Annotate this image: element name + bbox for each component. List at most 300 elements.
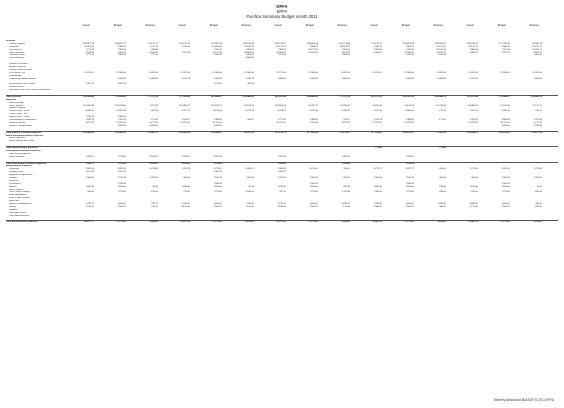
table-cell: 15,351.00 <box>532 71 542 74</box>
table-cell: 31,274.27 <box>436 45 446 48</box>
table-cell: -55.14 <box>247 185 254 188</box>
table-cell: 7,330.00 <box>309 182 318 185</box>
table-cell: 2,574.19 <box>181 77 190 80</box>
table-cell: 2,000.00 <box>501 205 510 208</box>
table-cell: -12,500.00 <box>243 71 254 74</box>
table-cell: 98,564.67 <box>340 45 350 48</box>
table-cell: 3,000.00 <box>117 124 126 127</box>
row-label: Get Revenue <box>9 48 22 51</box>
table-cell: 657.11 <box>279 191 286 194</box>
table-cell: -24,952.40 <box>339 104 350 107</box>
table-cell: -290.00 <box>534 205 542 208</box>
table-cell: 1,000.00 <box>85 176 94 179</box>
table-cell: 7,380.00 <box>277 48 286 51</box>
table-cell: 22,380.00 <box>404 71 414 74</box>
table-cell: 1,500.00 <box>405 185 414 188</box>
total-cell: 313,908.00 <box>115 131 126 134</box>
table-cell: 900.00 <box>183 176 190 179</box>
table-cell: -3,213.00 <box>308 168 318 171</box>
row-label: Insurance <box>9 179 19 182</box>
total-cell: 239,640.15 <box>531 95 542 98</box>
table-cell: 3,000.00 <box>213 124 222 127</box>
total-cell: 739,949.07 <box>499 95 510 98</box>
section-title-label: Administrative Expenses <box>6 165 33 168</box>
total-cell: 171,390.86 <box>179 95 190 98</box>
total-cell: -27,247.77 <box>147 131 158 134</box>
row-label: Income Investment <box>9 63 28 66</box>
table-cell: 2,307.87 <box>277 171 286 174</box>
table-cell: -6,967.00 <box>340 71 350 74</box>
column-header: Variance <box>336 24 348 27</box>
table-cell: -2,268.00 <box>436 77 446 80</box>
table-cell: 2,000.00 <box>213 205 222 208</box>
total-cell: 387,130.73 <box>275 131 286 134</box>
table-cell: 7,020.00 <box>373 48 382 51</box>
table-cell: -170.00 <box>342 205 350 208</box>
section-title-label: Total National Board Expenses <box>6 147 39 150</box>
column-header: Budget <box>497 24 507 27</box>
table-cell: 13,270.71 <box>532 45 542 48</box>
table-cell: 3,100.00 <box>181 205 190 208</box>
table-cell: 1,590.36 <box>85 185 94 188</box>
table-cell: 52,150.00 <box>436 48 446 51</box>
table-cell: 7,545.07 <box>181 119 190 122</box>
table-cell: 1,444.86 <box>181 185 190 188</box>
table-cell: 138,608.38 <box>307 42 318 45</box>
row-label: Corporate Grant <box>9 54 25 57</box>
table-cell: 13,270.71 <box>532 48 542 51</box>
table-cell: -277.00 <box>150 119 158 122</box>
table-cell: 1,500.00 <box>117 185 126 188</box>
table-cell: 3,000.00 <box>245 57 254 60</box>
column-header: Variance <box>528 24 540 27</box>
table-cell: 131,302.55 <box>211 42 222 45</box>
table-cell: -773.16 <box>438 110 446 113</box>
section-title-label: Revenue <box>6 40 16 42</box>
table-cell: 7,357.06 <box>501 48 510 51</box>
table-cell: 1,790.36 <box>277 185 286 188</box>
total-cell: -25,677.10 <box>531 131 542 134</box>
table-cell: 1,000.00 <box>117 51 126 54</box>
table-cell: 490.07 <box>247 119 254 122</box>
total-cell: -15,272.87 <box>339 131 350 134</box>
table-cell: 1,340.00 <box>373 191 382 194</box>
table-cell: 3,992.00 <box>117 168 126 171</box>
table-cell: 27,017.71 <box>532 104 542 107</box>
table-cell: 7,733.00 <box>117 155 126 158</box>
table-cell: 7,330.00 <box>213 182 222 185</box>
table-cell: 12,321.00 <box>468 121 478 124</box>
table-cell: 440.00 <box>439 205 446 208</box>
row-label: Unsold Income <box>9 86 24 89</box>
table-cell: 900.00 <box>87 191 94 194</box>
table-cell: -6,777.00 <box>148 121 158 124</box>
table-cell: 2,000.00 <box>309 205 318 208</box>
table-cell: 22,120.70 <box>468 45 478 48</box>
table-cell: 1,440.00 <box>117 116 126 119</box>
total-cell: 23,071.00 <box>180 221 190 224</box>
column-header: Actual <box>82 24 90 27</box>
table-cell: 7,780.75 <box>85 83 94 86</box>
table-cell: 66,960.03 <box>532 42 542 45</box>
report-footer: Monthly Actual and BUDGETS 2011 KPFA <box>494 398 554 402</box>
table-cell: 7,030.00 <box>373 202 382 205</box>
table-cell: 7,200.00 <box>277 155 286 158</box>
table-cell: -300.00 <box>438 168 446 171</box>
table-cell: 1,741.00 <box>213 83 222 86</box>
table-cell: 7,330.00 <box>501 182 510 185</box>
table-cell: 2,201.00 <box>469 77 478 80</box>
table-cell: -110.00 <box>534 202 542 205</box>
total-cell: 27,779.00 <box>212 221 222 224</box>
table-cell: 3,770.77 <box>373 168 382 171</box>
table-cell: 1,500.00 <box>309 185 318 188</box>
table-cell: 7,706.78 <box>181 51 190 54</box>
row-label: Rental Equipment <box>9 194 27 197</box>
table-cell: 531,271.15 <box>179 42 190 45</box>
total-cell: 583,391.93 <box>403 95 414 98</box>
table-cell: 3,477.72 <box>181 110 190 113</box>
table-cell: -3,794.08 <box>148 168 158 171</box>
table-cell: -278,323 <box>149 104 158 107</box>
total-cell: 27,779.00 <box>308 221 318 224</box>
table-cell: 3,000.00 <box>501 176 510 179</box>
table-cell: -6,967.00 <box>148 71 158 74</box>
table-cell: 7,230.00 <box>405 155 414 158</box>
table-cell: 2,000.00 <box>373 51 382 54</box>
row-label: Payroll Taxes - SUI <box>9 113 28 116</box>
table-cell: 3,769.45 <box>181 45 190 48</box>
table-cell: 5,798.77 <box>85 202 94 205</box>
table-cell: 400.00 <box>439 176 446 179</box>
table-cell: -12,661.00 <box>211 45 222 48</box>
table-cell: 2,440.00 <box>373 205 382 208</box>
table-cell: 7,220.00 <box>277 54 286 57</box>
total-cell: 279,964.07 <box>211 131 222 134</box>
table-cell: 16,000.00 <box>276 51 286 54</box>
table-cell: 2,333.00 <box>533 124 542 127</box>
table-cell: 1,510.40 <box>469 185 478 188</box>
table-cell: -435.00 <box>438 191 446 194</box>
row-label: Property Taxes <box>9 171 24 174</box>
table-cell: 1,730.00 <box>85 116 94 119</box>
table-cell: 7,000.00 <box>245 54 254 57</box>
table-cell: 7,962.50 <box>85 168 94 171</box>
total-cell: 32,007.00 <box>372 221 382 224</box>
table-cell: 19,000.00 <box>404 51 414 54</box>
column-headers <box>0 24 564 36</box>
total-cell: 670,797.03 <box>371 95 382 98</box>
table-cell: 7,245.78 <box>373 119 382 122</box>
table-cell: 1,750.00 <box>213 48 222 51</box>
table-cell: 408,857.22 <box>115 42 126 45</box>
column-header: Variance <box>432 24 444 27</box>
total-cell: 305,612.17 <box>403 131 414 134</box>
table-cell: 7,330.00 <box>405 182 414 185</box>
row-label: Health Insurance <box>9 121 26 124</box>
table-cell: 7,217.50 <box>469 168 478 171</box>
row-label: Consultants <box>9 182 21 185</box>
table-cell: 0,237.36 <box>149 45 158 48</box>
table-cell: -177.00 <box>438 119 446 122</box>
table-cell: 1,500.00 <box>213 185 222 188</box>
table-cell: -5,000.00 <box>148 51 158 54</box>
table-cell: 2,000.00 <box>117 205 126 208</box>
table-cell: 12,321.00 <box>404 121 414 124</box>
table-cell: 12,221.00 <box>180 121 190 124</box>
table-cell: 21,380.00 <box>308 71 318 74</box>
table-cell: 7,389.00 <box>309 119 318 122</box>
table-cell: -3,374.07 <box>148 155 158 158</box>
table-cell: 3,000.00 <box>501 124 510 127</box>
table-cell: 33,711.00 <box>500 121 510 124</box>
table-cell: 11,700.00 <box>116 121 126 124</box>
table-cell: 22,197.05 <box>212 51 222 54</box>
total-cell: -274,486.62 <box>242 95 254 98</box>
table-cell: 5,000.00 <box>405 202 414 205</box>
row-label: Repairs & Maintenance <box>9 202 32 205</box>
table-cell: 2,268.00 <box>405 77 414 80</box>
report-title-2: KPFA <box>276 9 288 14</box>
column-header: Actual <box>274 24 282 27</box>
table-cell: -8,967.00 <box>436 71 446 74</box>
table-cell: 2,030.00 <box>437 202 446 205</box>
table-cell: 226.07 <box>343 119 350 122</box>
total-cell: -2,008.85 <box>148 221 158 224</box>
table-cell: -2,268.00 <box>148 77 158 80</box>
table-cell: -240.00 <box>246 202 254 205</box>
table-cell: 22,721.00 <box>276 71 286 74</box>
total-cell: 790,004.98 <box>83 95 94 98</box>
row-label: Miscellaneous Rev Income <box>9 83 36 86</box>
section-title-label: Expenses <box>6 98 17 101</box>
table-cell: 279,833.73 <box>211 104 222 107</box>
column-header: Actual <box>370 24 378 27</box>
table-cell: 3,500.00 <box>85 51 94 54</box>
table-cell: -1,117.89 <box>340 191 350 194</box>
table-cell: 7,828.78 <box>85 119 94 122</box>
table-cell: 7,720.99 <box>533 168 542 171</box>
total-cell: 7,733.00 <box>117 162 126 165</box>
table-cell: 37,070.00 <box>500 104 510 107</box>
table-cell: 7,368.00 <box>277 168 286 171</box>
total-cell: -71,587.41 <box>435 131 446 134</box>
table-cell: 4,890.00 <box>469 202 478 205</box>
table-cell: -2,750.92 <box>340 110 350 113</box>
total-cell: -2,058.00 <box>340 221 350 224</box>
table-cell: 1,775.00 <box>213 191 222 194</box>
table-cell: 290.36 <box>343 185 350 188</box>
row-label: Internet <box>9 185 17 188</box>
table-cell: 33,211.00 <box>276 121 286 124</box>
table-cell: 22,380.00 <box>500 71 510 74</box>
table-cell: 4,807.00 <box>533 51 542 54</box>
table-cell: 1,500.00 <box>213 176 222 179</box>
column-header: Budget <box>113 24 123 27</box>
total-cell: 7,200.00 <box>277 162 286 165</box>
table-cell: 2,230.00 <box>181 155 190 158</box>
table-cell: 278,233.00 <box>115 104 126 107</box>
total-cell: 27,779.00 <box>404 221 414 224</box>
table-cell: 7,000.00 <box>213 54 222 57</box>
table-cell: -1,290.00 <box>340 202 350 205</box>
table-cell: 5,777.33 <box>533 121 542 124</box>
table-cell: 277,330.93 <box>499 42 510 45</box>
total-cell: 961,464.67 <box>211 95 222 98</box>
table-cell: 13,526.20 <box>244 45 254 48</box>
table-cell: 7,777.00 <box>85 54 94 57</box>
table-cell: 7,387.00 <box>117 119 126 122</box>
row-label: Payroll Taxes - FICA <box>9 110 29 113</box>
table-cell: 2,740.00 <box>405 48 414 51</box>
table-cell: -875.00 <box>150 191 158 194</box>
row-label: Payroll Taxes - Other <box>9 116 30 119</box>
table-cell: 1,030.73 <box>245 77 254 80</box>
row-label: Equipment/Depreciation <box>9 174 33 177</box>
table-cell: 777.00 <box>151 54 158 57</box>
table-cell: 9,877.92 <box>85 121 94 124</box>
table-cell: 278,099.73 <box>275 104 286 107</box>
total-cell: 27,779.00 <box>500 221 510 224</box>
table-cell: -31,236.08 <box>435 104 446 107</box>
table-cell: 1,775.00 <box>405 191 414 194</box>
table-cell: 7,880.00 <box>469 48 478 51</box>
total-cell: 25,721.00 <box>276 221 286 224</box>
table-cell: 171,139.77 <box>371 42 382 45</box>
table-cell: 280.00 <box>343 168 350 171</box>
total-cell: 7,230.00 <box>405 162 414 165</box>
table-cell: -2,373.49 <box>244 110 254 113</box>
row-label: Board Meeting and Travel <box>9 140 35 143</box>
table-cell: 4,760.00 <box>181 202 190 205</box>
table-cell: 8,940.34 <box>85 110 94 113</box>
table-cell: 389,497.78 <box>83 42 94 45</box>
row-label: Bank Fees <box>9 200 20 203</box>
table-cell: 333,069.37 <box>435 42 446 45</box>
row-label: Personnel Search <box>9 211 27 214</box>
row-label: CPB Grant/CSG <box>9 71 25 74</box>
table-cell: 7,880.00 <box>501 45 510 48</box>
total-cell: -24,787.05 <box>243 131 254 134</box>
total-cell: 23,981.00 <box>468 221 478 224</box>
table-cell: 7,880.00 <box>469 51 478 54</box>
table-cell: 1,060.00 <box>341 77 350 80</box>
row-label: Local Travel, Mileage <box>9 191 30 194</box>
table-cell: 7,389.00 <box>213 119 222 122</box>
table-cell: 80,717.00 <box>308 48 318 51</box>
total-cell: 3,700.00 <box>213 162 222 165</box>
table-cell: 15,351.00 <box>84 71 94 74</box>
table-cell: 9,390.00 <box>501 110 510 113</box>
section-title-label: Total Revenue <box>6 95 21 98</box>
row-label: Listener Services/Other <box>9 68 32 71</box>
table-cell: -2,069.22 <box>244 168 254 171</box>
table-cell: 1,680.00 <box>373 185 382 188</box>
table-cell: 12,111.00 <box>212 121 222 124</box>
table-cell: 1,100.00 <box>245 205 254 208</box>
total-cell: 143,004.00 <box>467 131 478 134</box>
table-cell: 7,420.00 <box>373 45 382 48</box>
total-cell: 362,965.80 <box>83 131 94 134</box>
table-cell: 80,986.50 <box>468 104 478 107</box>
table-cell: 870.00 <box>471 191 478 194</box>
table-cell: 2,577.00 <box>85 171 94 174</box>
row-label: Board Members <box>9 155 25 158</box>
row-label: Event Revenue <box>9 51 24 54</box>
column-header: Actual <box>466 24 474 27</box>
section-title <box>6 220 558 224</box>
table-cell: 3,779.02 <box>213 168 222 171</box>
row-label: Underwriting <box>9 74 22 77</box>
table-cell: 3,507.00 <box>117 171 126 174</box>
row-label: Dues & Subscriptions <box>9 197 30 200</box>
table-cell: 1,775.00 <box>309 191 318 194</box>
section-title-label: Local Board & Member Expenses <box>6 149 41 152</box>
table-cell: 1,900.00 <box>373 176 382 179</box>
table-cell: 7,000.00 <box>405 54 414 57</box>
row-label: Board Expenses <box>9 137 26 140</box>
table-cell: 7,880.00 <box>309 45 318 48</box>
table-cell: 9,577.00 <box>373 110 382 113</box>
table-cell: 7,282.00 <box>469 119 478 122</box>
table-cell: 333,609.99 <box>403 42 414 45</box>
table-cell: 1,250.00 <box>533 176 542 179</box>
table-cell: 5,000.00 <box>309 202 318 205</box>
row-label: Gross Salaries <box>9 104 24 107</box>
table-cell: 270.00 <box>151 205 158 208</box>
table-cell: 7,380.00 <box>117 48 126 51</box>
table-cell: 1,710.00 <box>469 205 478 208</box>
column-header: Actual <box>178 24 186 27</box>
total-cell: -3,374.07 <box>148 162 158 165</box>
table-cell: 8,237.60 <box>309 110 318 113</box>
table-cell: 7,000.00 <box>533 54 542 57</box>
report-title-1: KPFA <box>276 4 288 9</box>
total-cell: 77,272.18 <box>340 95 350 98</box>
table-cell: -250.00 <box>342 176 350 179</box>
financial-table <box>6 40 558 224</box>
total-cell: -3,798.00 <box>532 221 542 224</box>
total-cell: 377,534.00 <box>371 131 382 134</box>
report-title-3: Pacifica Summary Budget month 2011 <box>246 14 318 19</box>
table-cell: 1,775.00 <box>117 191 126 194</box>
section-title-label: Total Administrative Expenses <box>6 221 38 224</box>
table-cell: 300.00 <box>247 83 254 86</box>
table-cell: 3,700.00 <box>213 155 222 158</box>
row-label: Auction Revenue <box>9 66 26 69</box>
total-cell: 27,779.00 <box>116 221 126 224</box>
table-cell: 2,250.00 <box>117 176 126 179</box>
table-cell: 900.00 <box>471 176 478 179</box>
row-label: Donations <box>9 45 19 48</box>
table-cell: 5,000.00 <box>213 202 222 205</box>
total-cell: 77,272.18 <box>148 95 158 98</box>
table-cell: 2,268.00 <box>309 77 318 80</box>
table-cell: 7,099.77 <box>85 155 94 158</box>
total-cell: -220,444.19 <box>434 95 446 98</box>
table-cell: 3,622.82 <box>341 51 350 54</box>
total-cell: 823,141.85 <box>275 95 286 98</box>
table-cell: 33,595.34 <box>372 104 382 107</box>
table-cell: 180.00 <box>439 185 446 188</box>
table-cell: 1,774.78 <box>85 48 94 51</box>
table-cell: 7,327.50 <box>501 51 510 54</box>
table-cell: 2,750.00 <box>277 176 286 179</box>
table-cell: 22,380.00 <box>116 71 126 74</box>
table-cell: 2,000.00 <box>405 205 414 208</box>
table-cell: 9,977.00 <box>341 121 350 124</box>
table-cell: 2,941.00 <box>501 168 510 171</box>
